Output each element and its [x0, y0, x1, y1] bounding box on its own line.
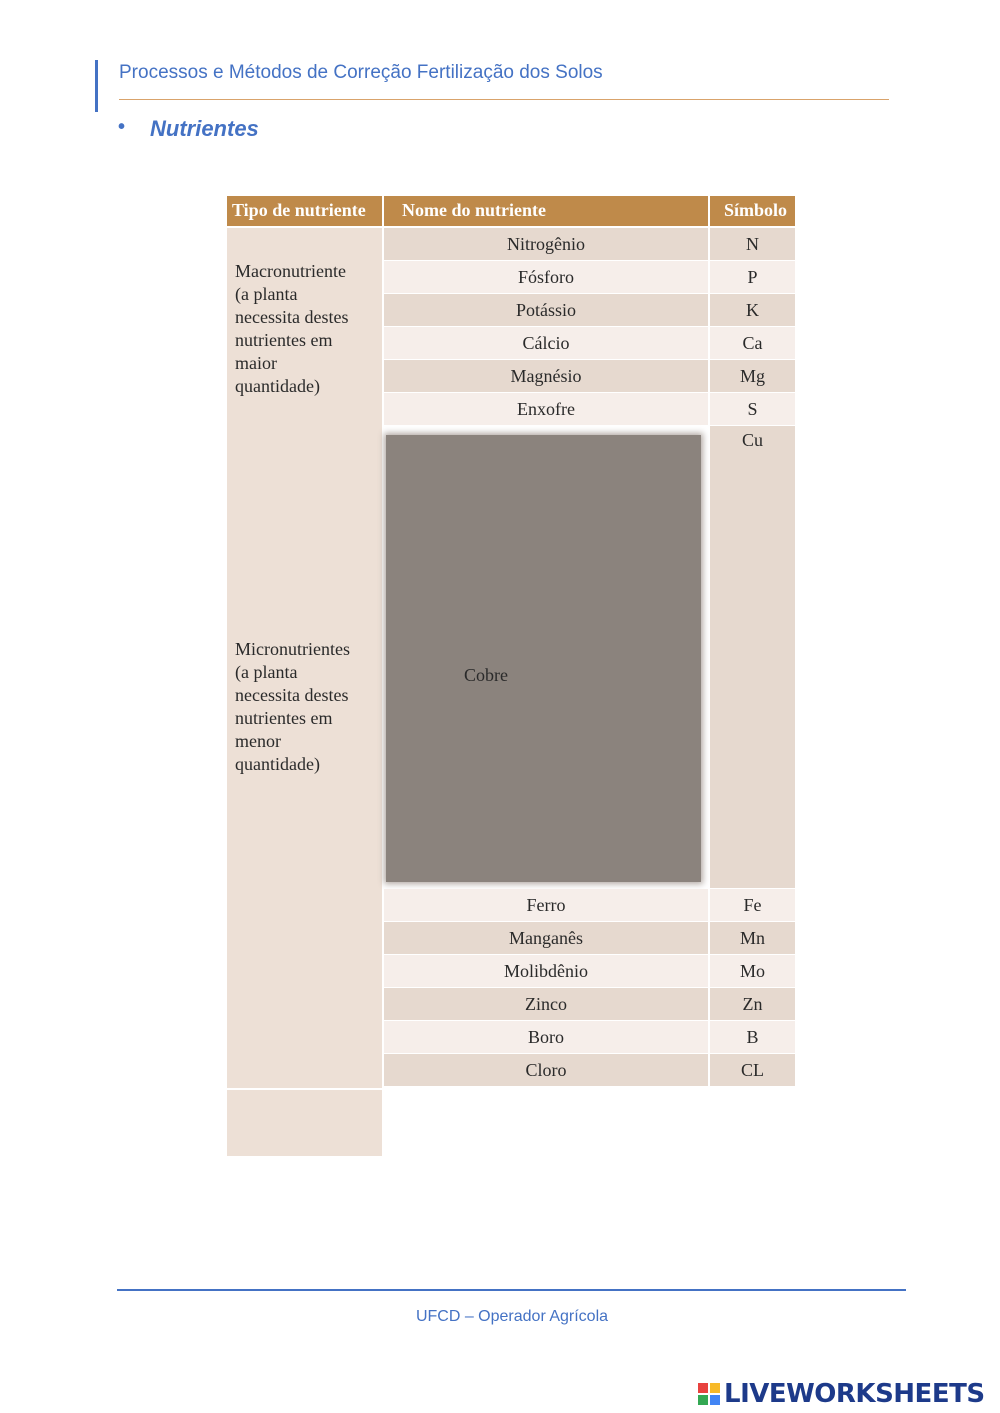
footer-text: UFCD – Operador Agrícola	[415, 1308, 609, 1325]
nutrient-name: Cálcio	[384, 327, 708, 359]
header-divider	[119, 99, 889, 100]
type-column	[227, 228, 382, 1088]
nutrient-symbol: CL	[710, 1054, 795, 1086]
bullet-icon: •	[118, 116, 126, 138]
nutrient-symbol: Cu	[710, 426, 795, 888]
nutrient-symbol: N	[710, 228, 795, 260]
nutrient-name: Nitrogênio	[384, 228, 708, 260]
nutrient-symbol: S	[710, 393, 795, 425]
nutrient-symbol: B	[710, 1021, 795, 1053]
nutrients-table	[227, 196, 795, 1156]
column-header-symbol: Símbolo	[710, 196, 795, 226]
nutrient-symbol: Zn	[710, 988, 795, 1020]
logo-text: LIVEWORKSHEETS	[724, 1379, 985, 1409]
nutrient-symbol: K	[710, 294, 795, 326]
nutrient-symbol: Ca	[710, 327, 795, 359]
footer-divider	[117, 1289, 906, 1291]
nutrient-name: Ferro	[384, 889, 708, 921]
nutrient-name: Enxofre	[384, 393, 708, 425]
liveworksheets-logo[interactable]	[698, 1377, 985, 1411]
nutrient-name: Molibdênio	[384, 955, 708, 987]
macronutrient-label: Macronutriente (a planta necessita destes nutrientes em maior quantidade)	[235, 261, 349, 396]
cobre-label: Cobre	[464, 665, 508, 685]
cobre-image-block	[386, 435, 701, 882]
column-header-name: Nome do nutriente	[384, 196, 708, 226]
nutrient-name: Cloro	[384, 1054, 708, 1086]
nutrient-symbol: Mg	[710, 360, 795, 392]
type-column-empty-cell	[227, 1090, 382, 1156]
nutrient-name: Potássio	[384, 294, 708, 326]
column-header-type: Tipo de nutriente	[227, 196, 382, 226]
nutrient-name: Magnésio	[384, 360, 708, 392]
header-accent-bar	[95, 60, 98, 112]
nutrient-symbol: Mo	[710, 955, 795, 987]
nutrient-name: Manganês	[384, 922, 708, 954]
nutrient-name: Zinco	[384, 988, 708, 1020]
nutrient-name: Boro	[384, 1021, 708, 1053]
nutrient-symbol: P	[710, 261, 795, 293]
nutrient-name: Fósforo	[384, 261, 708, 293]
nutrient-symbol: Mn	[710, 922, 795, 954]
micronutrient-label: Micronutrientes (a planta necessita destes nutrientes em menor quantidade)	[235, 639, 350, 774]
section-title: Nutrientes	[150, 116, 259, 141]
logo-mark-icon	[698, 1383, 720, 1405]
page-header-title: Processos e Métodos de Correção Fertilização dos Solos	[119, 62, 603, 83]
nutrient-symbol: Fe	[710, 889, 795, 921]
